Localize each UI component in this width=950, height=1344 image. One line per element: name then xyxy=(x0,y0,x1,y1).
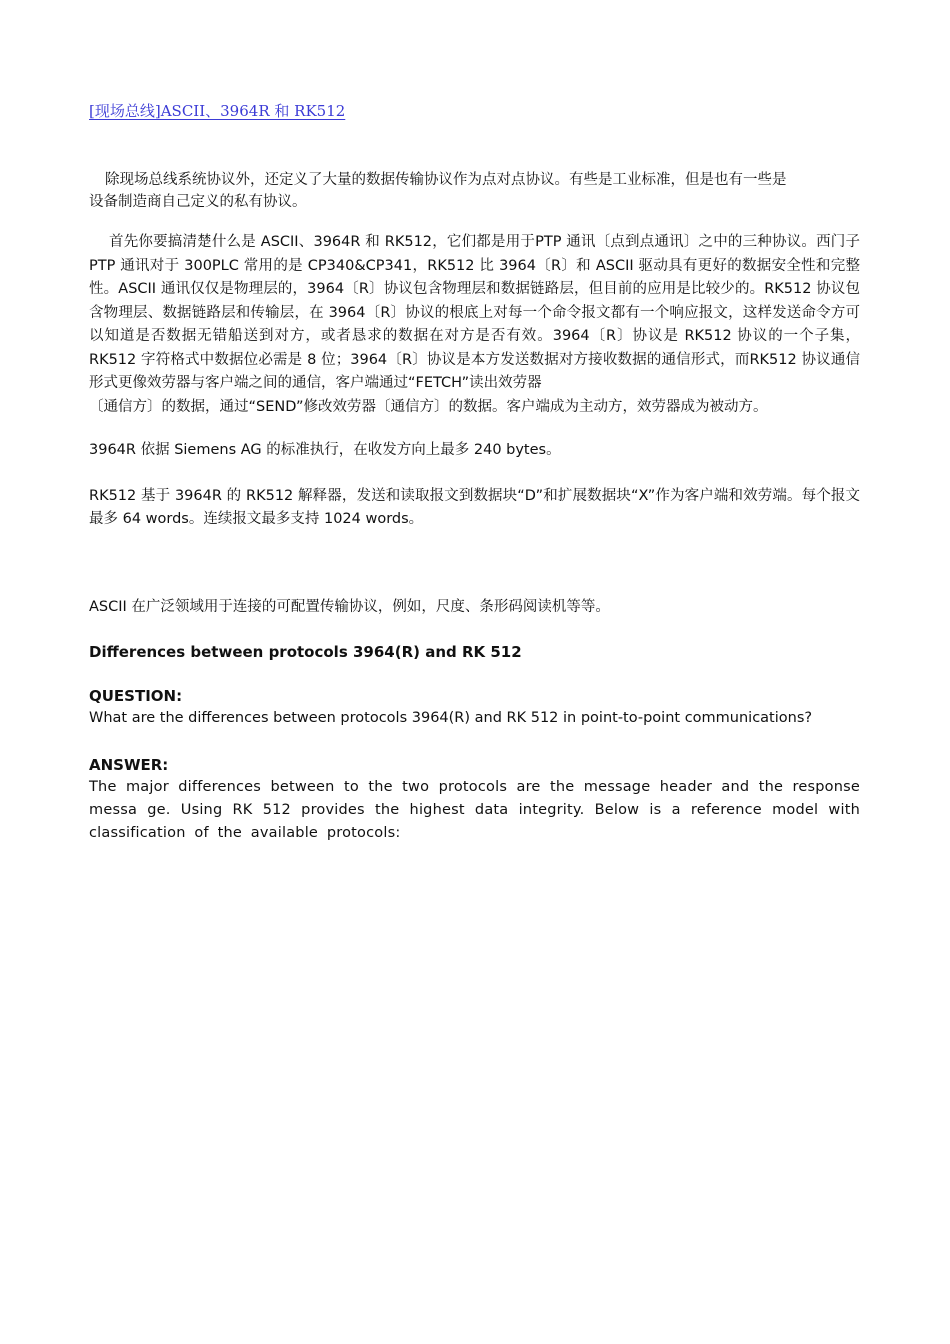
question-text: What are the differences between protocols 3964(R) and RK 512 in point-to-point communications? xyxy=(89,710,813,726)
section-heading: Differences between protocols 3964(R) and RK 512 xyxy=(89,643,522,661)
paragraph-rk512: RK512 基于 3964R 的 RK512 解释器，发送和读取报文到数据块“D”和扩展数据块“X”作为客户端和效劳端。每个报文最多 64 words。连续报文最多支持 1024 words。 xyxy=(89,487,860,527)
paragraph-ascii: ASCII 在广泛领域用于连接的可配置传输协议，例如，尺度、条形码阅读机等等。 xyxy=(89,598,610,615)
main-paragraph-tail: 〔通信方〕的数据，通过“SEND”修改效劳器〔通信方〕的数据。客户端成为主动方，效劳器成为被动方。 xyxy=(89,398,768,415)
intro-paragraph xyxy=(89,169,860,213)
paragraph-3964r: 3964R 依据 Siemens AG 的标准执行，在收发方向上最多 240 bytes。 xyxy=(89,442,561,458)
answer-text: The major differences between to the two protocols are the message header and the response messa ge. Using RK 512 provides the highest data integrity. Below is a reference model with classification of the available protocols: xyxy=(89,779,860,841)
intro-line-2: 设备制造商自己定义的私有协议。 xyxy=(89,194,307,210)
title-link[interactable]: [现场总线]ASCII、3964R 和 RK512 xyxy=(89,102,346,120)
main-paragraph xyxy=(89,231,860,396)
main-paragraph-text: 首先你要搞清楚什么是 ASCII、3964R 和 RK512，它们都是用于PTP 通讯〔点到点通讯〕之中的三种协议。西门子 PTP 通讯对于 300PLC 常用的是 CP340&CP341，RK512 比 3964〔R〕和 ASCII 驱动具有更好的数据安全性和完整性。ASCII 通讯仅仅是物理层的，3964〔R〕协议包含物理层和数据链路层，但目前的应用是比较少的。RK512 协议包含物理层、数据链路层和传输层，在 3964〔R〕协议的根底上对每一个命令报文都有一个响应报文，这样发送命令方可以知道是否数据无错船送到对方，或者恳求的数据在对方是否有效。3964〔R〕协议是 RK512 协议的一个子集，RK512 字符格式中数据位必需是 8 位；3964〔R〕协议是本方发送数据对方接收数据的通信形式，而RK512 协议通信形式更像效劳器与客户端之间的通信，客户端通过“FETCH”读出效劳器 xyxy=(89,234,860,391)
question-label: QUESTION: xyxy=(89,687,183,705)
answer-label: ANSWER: xyxy=(89,756,169,774)
intro-line-1: 除现场总线系统协议外，还定义了大量的数据传输协议作为点对点协议。有些是工业标准，但是也有一些是 xyxy=(105,172,787,188)
